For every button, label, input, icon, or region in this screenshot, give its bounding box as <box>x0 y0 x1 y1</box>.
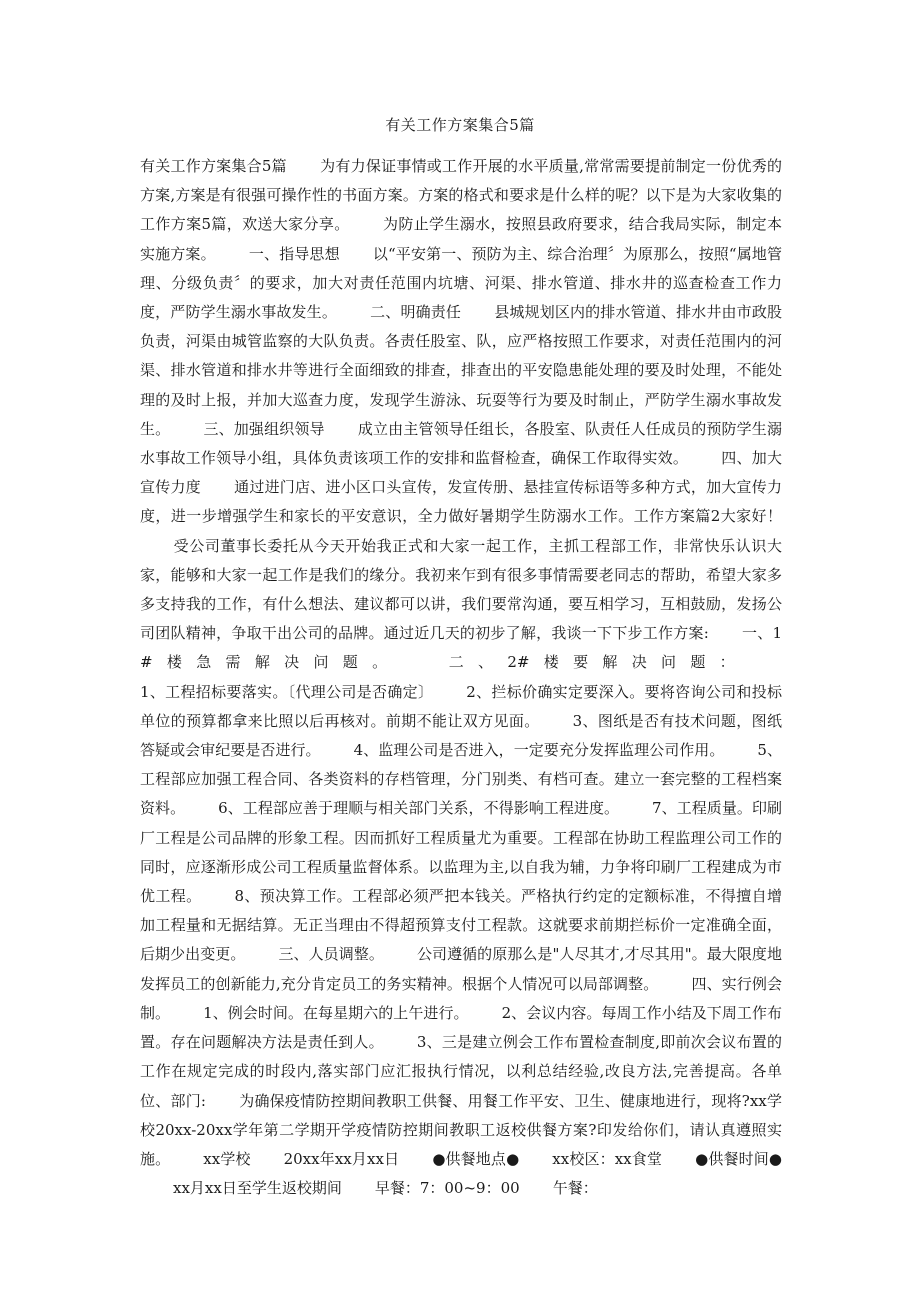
document-body <box>140 152 782 1203</box>
list-item: 6、工程部应善于理顺与相关部门关系，不得影响工程进度。 <box>218 799 620 818</box>
section-heading: 一、1#楼急需解决问题。 <box>140 624 782 672</box>
body-text-segment: 为有力保证事情或工作开展的水平质量,常常需要提前制定一份优秀的方案,方案是有很强可操作性的书面方案。方案的格式和要求是什么样的呢？以下是为大家收集的工作方案5篇，欢送大家分享。 <box>140 157 782 234</box>
list-item: 5、工程部应加强工程合同、各类资料的存档管理，分门别类、有档可查。建立一套完整的工程档案资料。 <box>140 741 782 818</box>
section-heading: 三、加强组织领导 <box>203 419 325 438</box>
section-heading: 四、加大宣传力度 <box>140 449 782 497</box>
body-text-segment: 成立由主管领导任组长，各股室、队责任人任成员的预防学生溺水事故工作领导小组，具体负责该项工作的安排和监督检查，确保工作取得实效。 <box>140 419 782 468</box>
body-text-segment: 县城规划区内的排水管道、排水井由市政股负责，河渠由城管监察的大队负责。各责任股室、队，应严格按照工作要求，对责任范围内的河渠、排水管道和排水井等进行全面细致的排查，排查出的平安隐患能处理的要及时处理，不能处理的及时上报，并加大巡查力度，发现学生游泳、玩耍等行为要及时制止，严防学生溺水事故发生。 <box>140 303 782 438</box>
issuer-name: xx学校 <box>203 1149 251 1168</box>
issue-date: 20xx年xx月xx日 <box>283 1149 400 1168</box>
section-heading: 二、2#楼要解决问题： <box>434 653 749 672</box>
breakfast-time: 早餐：7：00~9：00 <box>374 1179 520 1198</box>
list-item: 3、图纸是否有技术问题，图纸答疑或会审纪要是否进行。 <box>140 711 782 760</box>
section-heading: 二、明确责任 <box>370 303 462 322</box>
meal-location-heading: ●供餐地点● <box>432 1149 520 1168</box>
document-title: 有关工作方案集合5篇 <box>385 116 535 134</box>
list-item: 7、工程质量。印刷厂工程是公司品牌的形象工程。因而抓好工程质量尤为重要。工程部在协助工程监理公司工作的同时，应逐渐形成公司工程质量监督体系。以监理为主,以自我为辅，力争将印刷厂工程建成为市优工程。 <box>140 799 782 906</box>
body-text-segment: 为确保疫情防控期间教职工供餐、用餐工作平安、卫生、健康地进行，现将?xx学校20xx-20xx学年第二学期开学疫情防控期间教职工返校供餐方案?印发给你们，请认真遵照实施。 <box>140 1091 782 1168</box>
list-item: 1、例会时间。在每星期六的上午进行。 <box>203 1003 469 1022</box>
section-heading: 四、实行例会制。 <box>140 974 782 1022</box>
list-item: 8、预决算工作。工程部必须严把本钱关。严格执行约定的定额标准，不得擅自增加工程量和无据结算。无正当理由不得超预算支付工程款。这就要求前期拦标价一定准确全面，后期少出变更。 <box>140 887 782 964</box>
lunch-label: 午餐： <box>552 1179 598 1198</box>
body-text-segment: 有关工作方案集合5篇 <box>140 157 287 175</box>
meal-time-heading: ●供餐时间● <box>695 1149 782 1168</box>
list-item: 2、拦标价确实定要深入。要将咨询公司和投标单位的预算都拿来比照以后再核对。前期不能让双方见面。 <box>140 682 782 730</box>
body-text-segment: 以“平安第一、预防为主、综合治理〞为原那么，按照“属地管理、分级负责〞的要求，加大对责任范围内坑塘、河渠、排水管道、排水井的巡查检查工作力度，严防学生溺水事故发生。 <box>140 244 782 322</box>
body-text-segment: 受公司董事长委托从今天开始我正式和大家一起工作，主抓工程部工作，非常快乐认识大家，能够和大家一起工作是我们的缘分。我初来乍到有很多事情需要老同志的帮助，希望大家多多支持我的工作，有什么想法、建议都可以讲，我们要常沟通，要互相学习，互相鼓励，发扬公司团队精神，争取干出公司的品牌。通过近几天的初步了解，我谈一下下步工作方案: <box>140 536 782 643</box>
section-heading: 一、指导思想 <box>248 244 340 263</box>
body-text-segment: 公司遵循的原那么是"人尽其才,才尽其用"。最大限度地发挥员工的创新能力,充分肯定员工的务实精神。根据个人情况可以局部调整。 <box>140 945 782 993</box>
list-item: 4、监理公司是否进入，一定要充分发挥监理公司作用。 <box>353 741 725 760</box>
list-item: 3、三是建立例会工作布置检查制度,即前次会议布置的工作在规定完成的时段内,落实部门应汇报执行情况，以利总结经验,改良方法,完善提高。各单位、部门: <box>140 1033 782 1110</box>
list-item: 2、会议内容。每周工作小结及下周工作布置。存在问题解决方法是责任到人。 <box>140 1003 783 1052</box>
list-item: 1、工程招标要落实。〔代理公司是否确定〕 <box>140 682 434 701</box>
body-text-segment: 为防止学生溺水，按照县政府要求，结合我局实际，制定本实施方案。 <box>140 215 782 263</box>
meal-period: xx月xx日至学生返校期间 <box>173 1179 342 1198</box>
section-heading: 三、人员调整。 <box>278 945 384 964</box>
body-text-segment: 通过进门店、进小区口头宣传，发宣传册、悬挂宣传标语等多种方式，加大宣传力度，进一步增强学生和家长的平安意识，全力做好暑期学生防溺水工作。工作方案篇2大家好！ <box>140 478 782 526</box>
meal-location: xx校区：xx食堂 <box>552 1149 663 1168</box>
